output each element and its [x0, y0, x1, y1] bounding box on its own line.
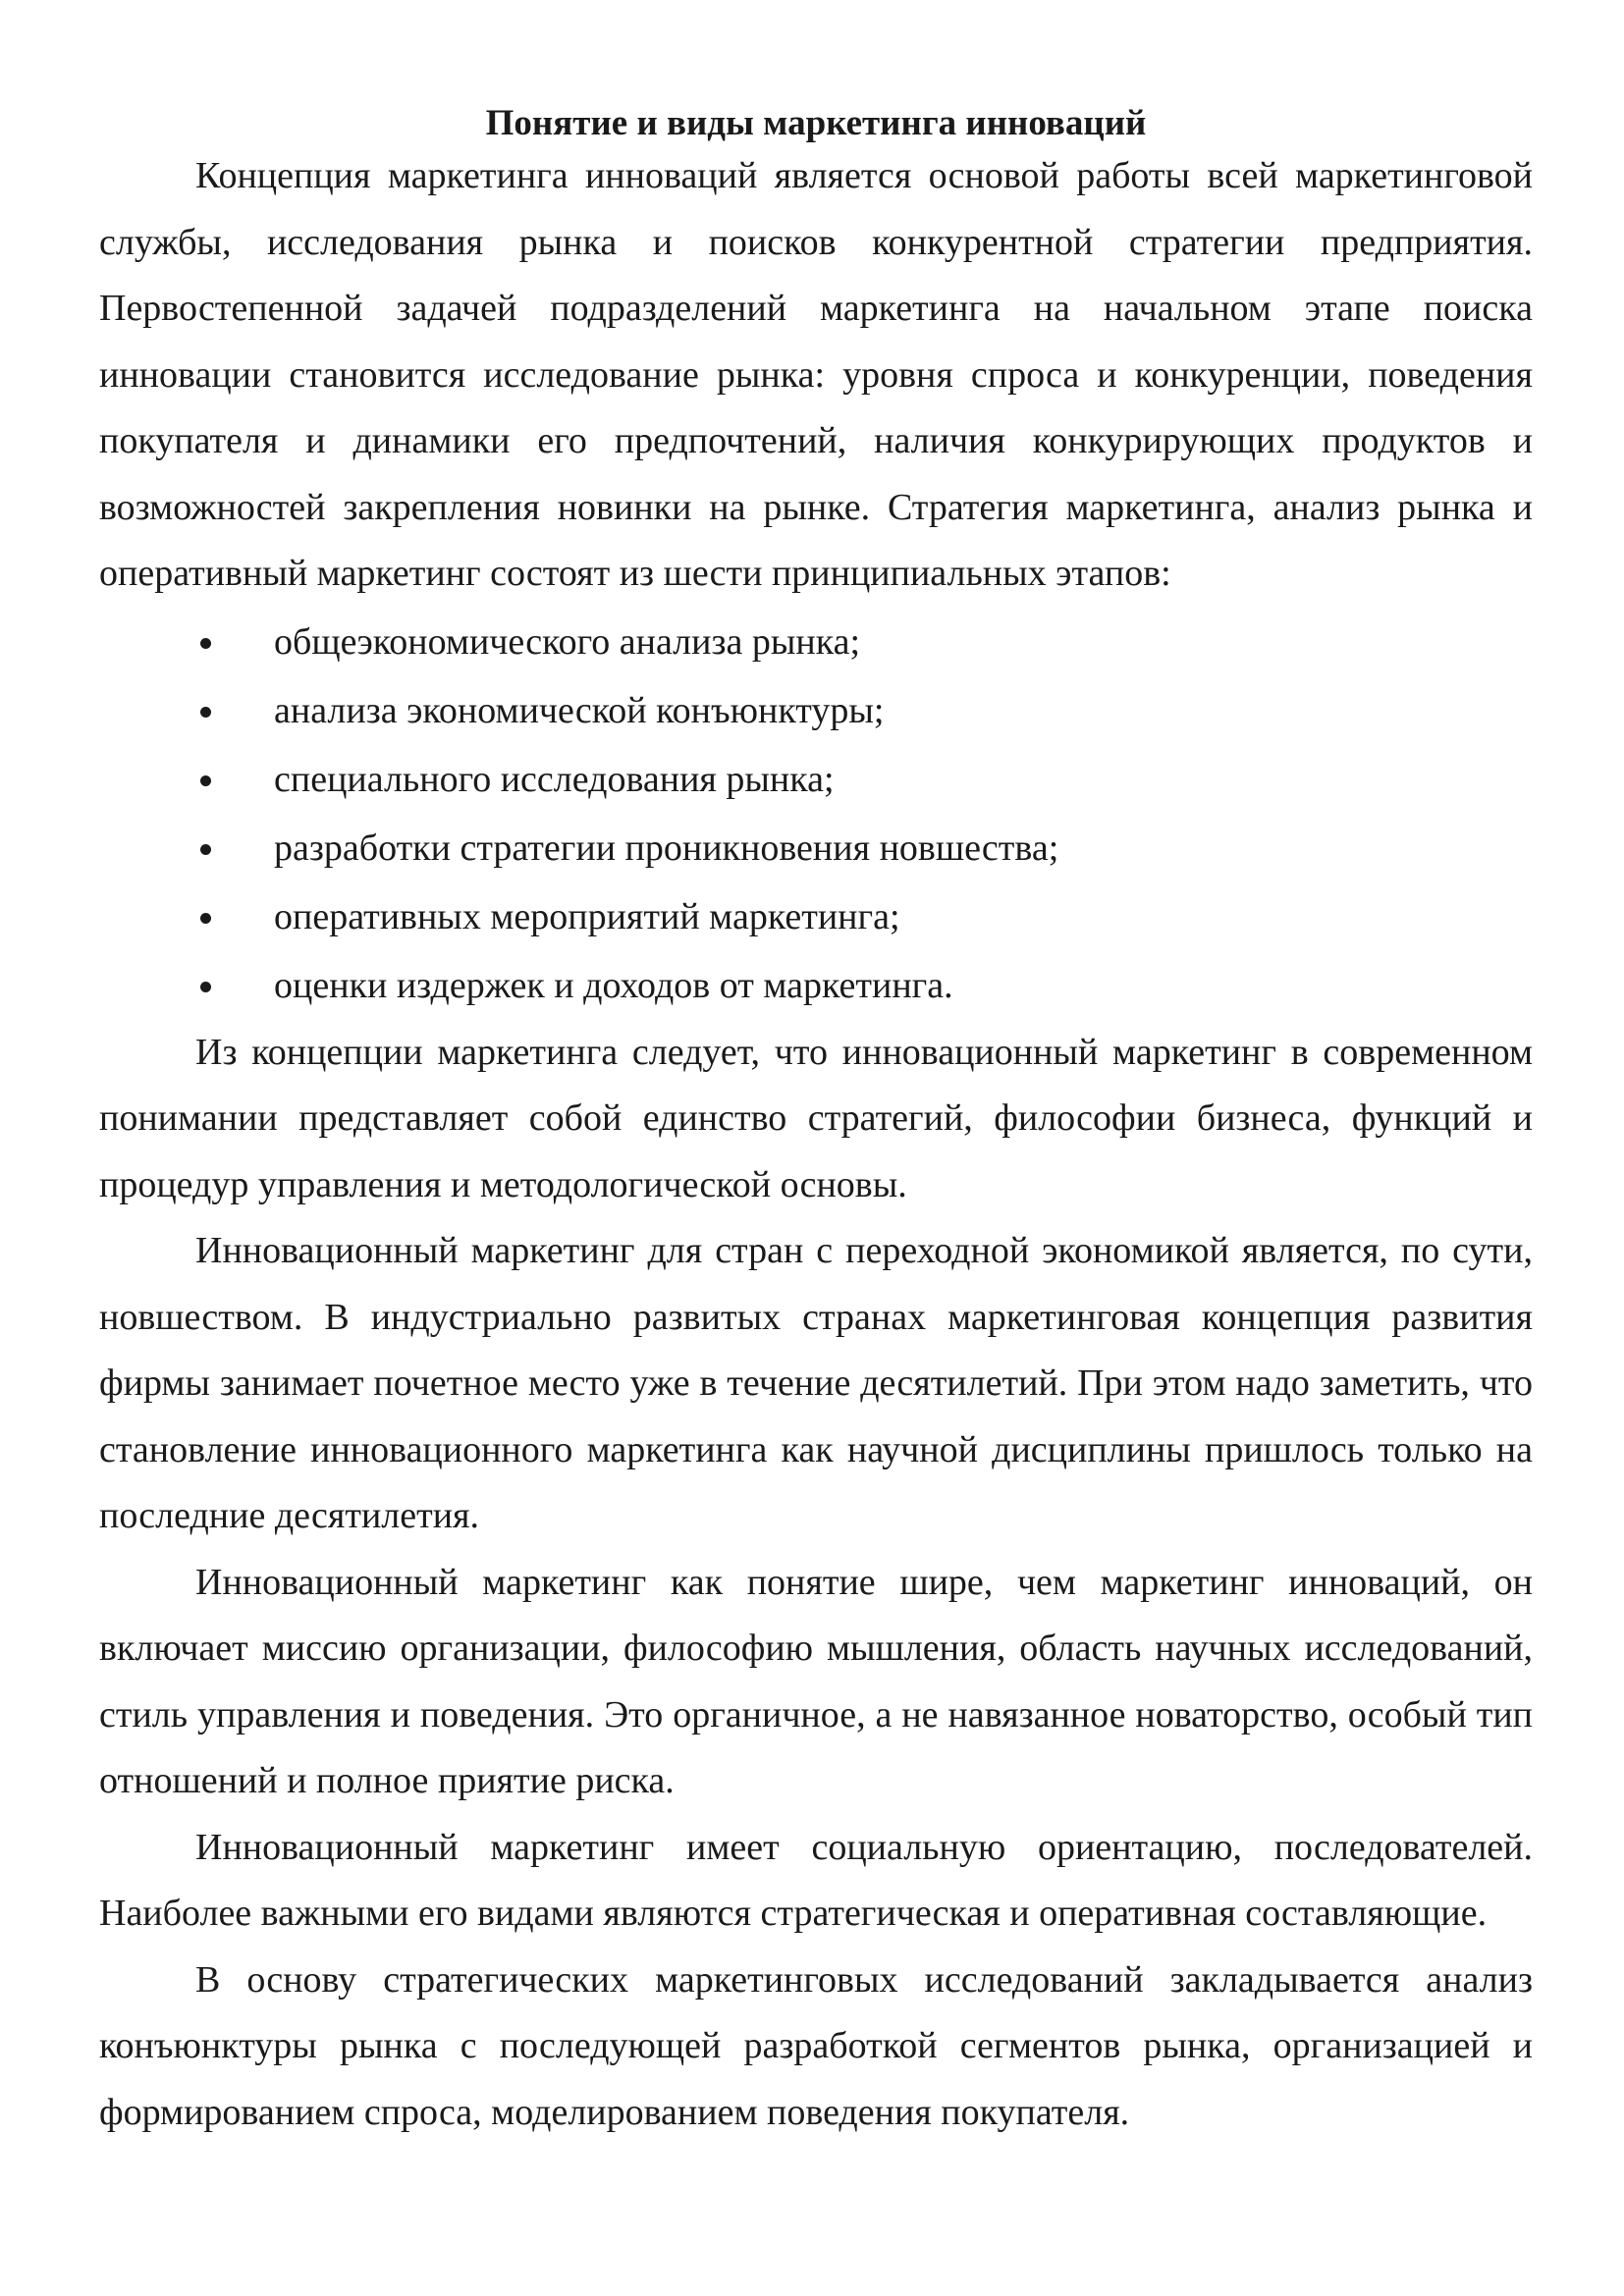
list-item: [99, 745, 1533, 814]
body-paragraph: Инновационный маркетинг для стран с переходной экономикой является, по сути, новшеством. В индустриально развитых странах маркетинговая концепция развития фирмы занимает почетное место уже в течение десятилетий. При этом надо заметить, что становление инновационного маркетинга как научной дисциплины пришлось только на последние десятилетия.: [99, 1230, 1533, 1536]
bullet-icon: [200, 982, 211, 992]
list-item: [99, 676, 1533, 745]
intro-paragraph: Концепция маркетинга инноваций является основой работы всей маркетинговой службы, исследования рынка и поисков конкурентной стратегии предприятия. Первостепенной задачей подразделений маркетинга на начальном этапе поиска инновации становится исследование рынка: уровня спроса и конкуренции, поведения покупателя и динамики его предпочтений, наличия конкурирующих продуктов и возможностей закрепления новинки на рынке. Стратегия маркетинга, анализ рынка и оперативный маркетинг состоят из шести принципиальных этапов:: [99, 155, 1533, 594]
bullet-icon: [200, 707, 211, 718]
list-item-text: разработки стратегии проникновения новшества;: [274, 827, 1059, 869]
body-paragraph: В основу стратегических маркетинговых исследований закладывается анализ конъюнктуры рынка с последующей разработкой сегментов рынка, организацией и формированием спроса, моделированием поведения покупателя.: [99, 1958, 1533, 2133]
list-item-text: оценки издержек и доходов от маркетинга.: [274, 964, 953, 1006]
stages-list: [99, 608, 1533, 1020]
list-item: [99, 608, 1533, 676]
body-paragraph: Из концепции маркетинга следует, что инновационный маркетинг в современном понимании представляет собой единство стратегий, философии бизнеса, функций и процедур управления и методологической основы.: [99, 1031, 1533, 1205]
list-item: [99, 951, 1533, 1020]
list-item: [99, 882, 1533, 951]
bullet-icon: [200, 638, 211, 649]
list-item-text: общеэкономического анализа рынка;: [274, 620, 861, 663]
document-page: [99, 96, 1533, 2146]
bullet-icon: [200, 913, 211, 924]
list-item: [99, 814, 1533, 882]
list-item-text: оперативных мероприятий маркетинга;: [274, 895, 900, 937]
bullet-icon: [200, 844, 211, 855]
document-title: Понятие и виды маркетинга инноваций: [485, 103, 1147, 143]
body-paragraph: Инновационный маркетинг имеет социальную ориентацию, последователей. Наиболее важными его видами являются стратегическая и оперативная составляющие.: [99, 1826, 1533, 1934]
list-item-text: специального исследования рынка;: [274, 758, 835, 800]
list-item-text: анализа экономической конъюнктуры;: [274, 689, 885, 731]
body-paragraph: Инновационный маркетинг как понятие шире, чем маркетинг инноваций, он включает миссию организации, философию мышления, область научных исследований, стиль управления и поведения. Это органичное, а не навязанное новаторство, особый тип отношений и полное приятие риска.: [99, 1561, 1533, 1801]
bullet-icon: [200, 775, 211, 786]
